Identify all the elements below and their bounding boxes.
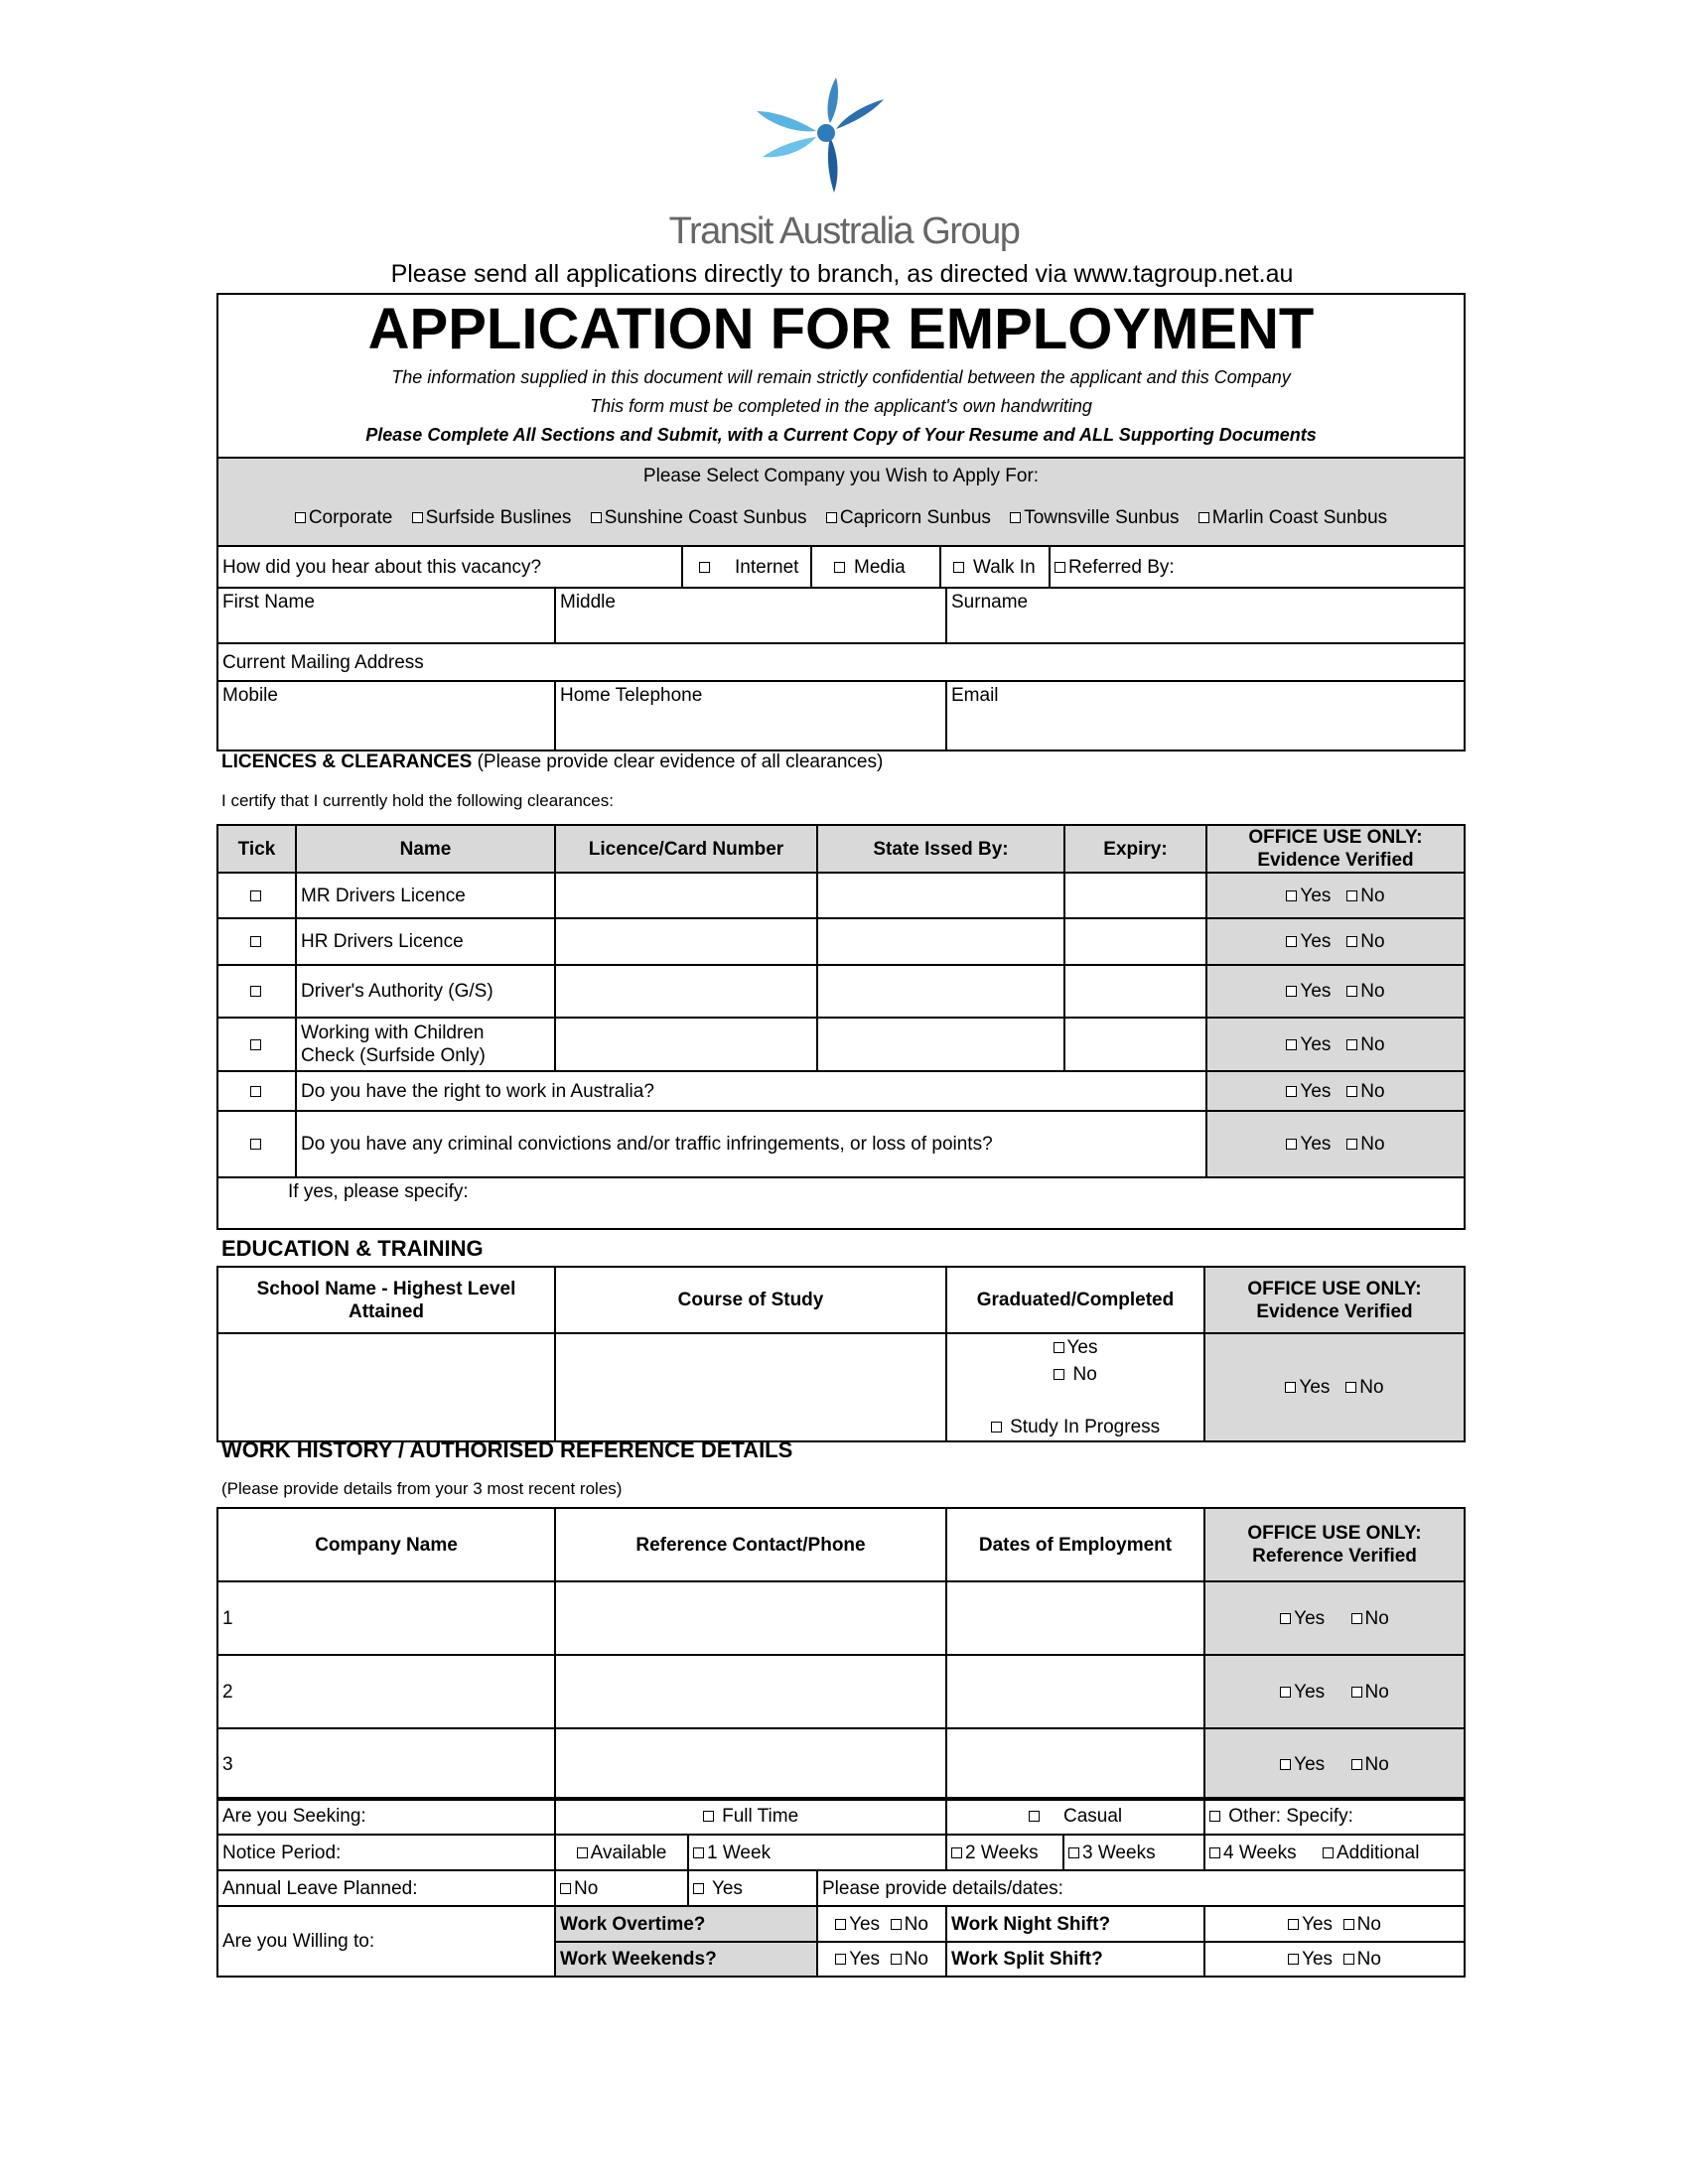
split-shift-label: Work Split Shift? [946,1942,1204,1977]
reference-verified-cell[interactable]: Yes No [1204,1728,1465,1800]
expiry-header: Expiry: [1064,825,1206,873]
education-table [216,1266,1466,1442]
verified-cell[interactable]: Yes No [1206,1111,1465,1177]
graduated-options [946,1333,1204,1441]
checkbox-icon [1346,1086,1357,1097]
table-row [217,1071,1465,1111]
send-note: Please send all applications directly to branch, as directed via www.tagroup.net.au [390,260,1294,288]
checkbox-icon [1286,890,1297,901]
checkbox-icon [560,1883,571,1894]
licence-name: Driver's Authority (G/S) [296,965,555,1018]
checkbox-icon [1010,512,1021,523]
brand-name: Transit Australia Group [668,210,1020,252]
checkbox-icon [693,1847,704,1858]
leave-yes[interactable]: Yes [688,1870,817,1906]
tick-cell[interactable] [217,965,296,1018]
checkbox-icon [1055,562,1065,573]
checkbox-icon [1029,1811,1040,1822]
mailing-address-field[interactable]: Current Mailing Address [217,643,1465,681]
company-option-corporate[interactable]: Corporate [295,507,393,528]
table-row [217,873,1465,918]
checkbox-icon [1346,986,1357,997]
checkbox-icon [250,986,261,997]
checkbox-icon [1343,1954,1354,1965]
expiry-field[interactable] [1064,965,1206,1018]
handwriting-note: This form must be completed in the applicant's own handwriting [590,396,1092,416]
verified-cell[interactable]: Yes No [1206,1071,1465,1111]
company-option-capricorn[interactable]: Capricorn Sunbus [826,507,991,528]
vacancy-referred[interactable]: Referred By: [1050,546,1465,588]
dates-header: Dates of Employment [946,1508,1204,1581]
checkbox-icon [1286,1039,1297,1050]
checkbox-icon [250,1139,261,1150]
tick-header: Tick [217,825,296,873]
confidential-note: The information supplied in this document will remain strictly confidential between the applicant and this Company [391,367,1291,387]
checkbox-icon [891,1954,902,1965]
graduated-yes[interactable]: Yes [951,1334,1199,1361]
expiry-field[interactable] [1064,918,1206,965]
notice-3-weeks[interactable]: 3 Weeks [1063,1835,1204,1870]
company-options [218,507,1464,529]
seeking-label: Are you Seeking: [217,1798,555,1835]
verified-cell[interactable]: Yes No [1206,918,1465,965]
education-office-header: OFFICE USE ONLY: Evidence Verified [1204,1267,1465,1333]
checkbox-icon [1346,936,1357,947]
checkbox-icon [1054,1369,1064,1380]
checkbox-icon [1343,1919,1354,1930]
work-history-note: (Please provide details from your 3 most recent roles) [221,1479,623,1498]
checkbox-icon [1068,1847,1079,1858]
company-select-box [216,457,1466,547]
checkbox-icon [835,1919,846,1930]
licence-number-field[interactable] [555,918,817,965]
tick-cell[interactable] [217,1111,296,1177]
email-field[interactable]: Email [946,681,1465,751]
expiry-field[interactable] [1064,1018,1206,1071]
notice-available[interactable]: Available [555,1835,688,1870]
checkbox-icon [1323,1847,1334,1858]
graduated-header: Graduated/Completed [946,1267,1204,1333]
company-field[interactable]: 2 [217,1655,555,1728]
seeking-other[interactable]: Other: Specify: [1204,1798,1465,1835]
weekends-options[interactable]: Yes No [817,1942,946,1977]
course-header: Course of Study [555,1267,946,1333]
licences-note: (Please provide clear evidence of all clearances) [477,751,884,772]
checkbox-icon [693,1883,704,1894]
table-row [217,1581,1465,1655]
company-option-townsville[interactable]: Townsville Sunbus [1010,507,1179,528]
company-option-sunshine[interactable]: Sunshine Coast Sunbus [591,507,807,528]
checkbox-icon [1288,1954,1299,1965]
checkbox-icon [1286,936,1297,947]
home-telephone-field[interactable]: Home Telephone [555,681,946,751]
checkbox-icon [1351,1613,1362,1624]
checkbox-icon [1351,1759,1362,1770]
checkbox-icon [991,1422,1002,1433]
checkbox-icon [1198,512,1209,523]
work-office-header: OFFICE USE ONLY: Reference Verified [1204,1508,1465,1581]
graduated-no[interactable]: No [951,1361,1199,1388]
leave-no[interactable]: No [555,1870,688,1906]
licence-name: Working with Children Check (Surfside Only) [296,1018,555,1071]
vacancy-internet[interactable]: Internet [682,546,811,588]
checkbox-icon [1345,1382,1356,1393]
verified-cell[interactable]: Yes No [1206,965,1465,1018]
table-row [217,1018,1465,1071]
checkbox-icon [834,562,845,573]
checkbox-icon [703,1811,714,1822]
state-field[interactable] [817,1018,1064,1071]
checkbox-icon [1280,1759,1291,1770]
checkbox-icon [1286,1086,1297,1097]
reference-verified-cell[interactable]: Yes No [1204,1655,1465,1728]
willing-label: Are you Willing to: [217,1906,555,1977]
checkbox-icon [591,512,602,523]
first-name-field[interactable]: First Name [217,588,555,643]
dates-field[interactable] [946,1728,1204,1800]
checkbox-icon [1286,986,1297,997]
mobile-field[interactable]: Mobile [217,681,555,751]
form-title: APPLICATION FOR EMPLOYMENT [367,297,1315,361]
vacancy-question: How did you hear about this vacancy? [217,546,682,588]
checkbox-icon [295,512,306,523]
tick-cell[interactable] [217,918,296,965]
checkbox-icon [1280,1613,1291,1624]
table-row [217,1655,1465,1728]
licence-number-field[interactable] [555,1018,817,1071]
night-shift-label: Work Night Shift? [946,1906,1204,1942]
office-header: OFFICE USE ONLY: Evidence Verified [1206,825,1465,873]
licences-table [216,824,1466,1230]
school-header: School Name - Highest Level Attained [217,1267,555,1333]
brand-logo [755,71,894,201]
name-header: Name [296,825,555,873]
checkbox-icon [577,1847,588,1858]
checkbox-icon [1286,1139,1297,1150]
reference-field[interactable] [555,1581,946,1655]
surname-field[interactable]: Surname [946,588,1465,643]
company-option-marlin[interactable]: Marlin Coast Sunbus [1198,507,1387,528]
checkbox-icon [1351,1687,1362,1698]
number-header: Licence/Card Number [555,825,817,873]
vacancy-media[interactable]: Media [811,546,940,588]
education-verified-cell[interactable]: Yes No [1204,1333,1465,1441]
checkbox-icon [891,1919,902,1930]
notice-4-and-additional[interactable]: 4 Weeks Additional [1204,1835,1465,1870]
expiry-field[interactable] [1064,873,1206,918]
checkbox-icon [1346,1039,1357,1050]
tick-cell[interactable] [217,1071,296,1111]
verified-cell[interactable]: Yes No [1206,1018,1465,1071]
night-shift-options[interactable]: Yes No [1204,1906,1465,1942]
company-field[interactable]: 3 [217,1728,555,1800]
graduated-in-progress[interactable]: Study In Progress [951,1414,1199,1440]
education-title: EDUCATION & TRAINING [221,1236,484,1261]
licences-title: LICENCES & CLEARANCES [221,751,473,772]
work-history-table [216,1507,1466,1801]
checkbox-icon [835,1954,846,1965]
tick-cell[interactable] [217,1018,296,1071]
checkbox-icon [1280,1687,1291,1698]
overtime-options[interactable]: Yes No [817,1906,946,1942]
dates-field[interactable] [946,1581,1204,1655]
seeking-casual[interactable]: Casual [946,1798,1204,1835]
checkbox-icon [953,562,964,573]
checkbox-icon [1054,1342,1064,1353]
vacancy-table [216,545,1466,589]
availability-table [216,1797,1466,1978]
company-option-surfside[interactable]: Surfside Buslines [412,507,572,528]
convictions-question: Do you have any criminal convictions and/or traffic infringements, or loss of points? [296,1111,1206,1177]
course-field[interactable] [555,1333,946,1441]
submit-note: Please Complete All Sections and Submit, with a Current Copy of Your Resume and ALL Supporting Documents [365,425,1317,445]
checkbox-icon [951,1847,962,1858]
table-row [217,1111,1465,1177]
licence-name: HR Drivers Licence [296,918,555,965]
state-field[interactable] [817,965,1064,1018]
state-header: State Issed By: [817,825,1064,873]
checkbox-icon [412,512,423,523]
checkbox-icon [250,1039,261,1050]
seeking-full-time[interactable]: Full Time [555,1798,946,1835]
checkbox-icon [1288,1919,1299,1930]
company-field[interactable]: 1 [217,1581,555,1655]
reference-field[interactable] [555,1655,946,1728]
starfish-icon [757,77,884,193]
checkbox-icon [250,1086,261,1097]
checkbox-icon [699,562,710,573]
table-row [217,965,1465,1018]
leave-details-field[interactable]: Please provide details/dates: [817,1870,1465,1906]
certify-statement: I certify that I currently hold the following clearances: [221,791,614,810]
company-name-header: Company Name [217,1508,555,1581]
checkbox-icon [826,512,837,523]
vacancy-walk-in[interactable]: Walk In [940,546,1050,588]
weekends-label: Work Weekends? [555,1942,817,1977]
licence-number-field[interactable] [555,873,817,918]
checkbox-icon [1346,890,1357,901]
licences-heading [221,751,883,773]
personal-table [216,587,1466,751]
checkbox-icon [250,890,261,901]
checkbox-icon [1209,1811,1220,1822]
split-shift-options[interactable]: Yes No [1204,1942,1465,1977]
checkbox-icon [1285,1382,1296,1393]
notice-label: Notice Period: [217,1835,555,1870]
notice-1-week[interactable]: 1 Week [688,1835,946,1870]
specify-field[interactable]: If yes, please specify: [217,1177,1465,1229]
overtime-label: Work Overtime? [555,1906,817,1942]
reference-field[interactable] [555,1728,946,1800]
checkbox-icon [1209,1847,1220,1858]
work-history-title: WORK HISTORY / AUTHORISED REFERENCE DETAILS [221,1437,793,1462]
verified-cell[interactable]: Yes No [1206,873,1465,918]
header-box [216,293,1466,459]
leave-label: Annual Leave Planned: [217,1870,555,1906]
reference-verified-cell[interactable]: Yes No [1204,1581,1465,1655]
table-row [217,918,1465,965]
checkbox-icon [250,936,261,947]
dates-field[interactable] [946,1655,1204,1728]
licence-name: MR Drivers Licence [296,873,555,918]
state-field[interactable] [817,918,1064,965]
checkbox-icon [1346,1139,1357,1150]
tick-cell[interactable] [217,873,296,918]
school-field[interactable] [217,1333,555,1441]
reference-header: Reference Contact/Phone [555,1508,946,1581]
right-to-work-question: Do you have the right to work in Australia? [296,1071,1206,1111]
licence-number-field[interactable] [555,965,817,1018]
company-prompt: Please Select Company you Wish to Apply For: [642,466,1040,486]
middle-name-field[interactable]: Middle [555,588,946,643]
state-field[interactable] [817,873,1064,918]
table-row [217,1728,1465,1800]
notice-2-weeks[interactable]: 2 Weeks [946,1835,1063,1870]
